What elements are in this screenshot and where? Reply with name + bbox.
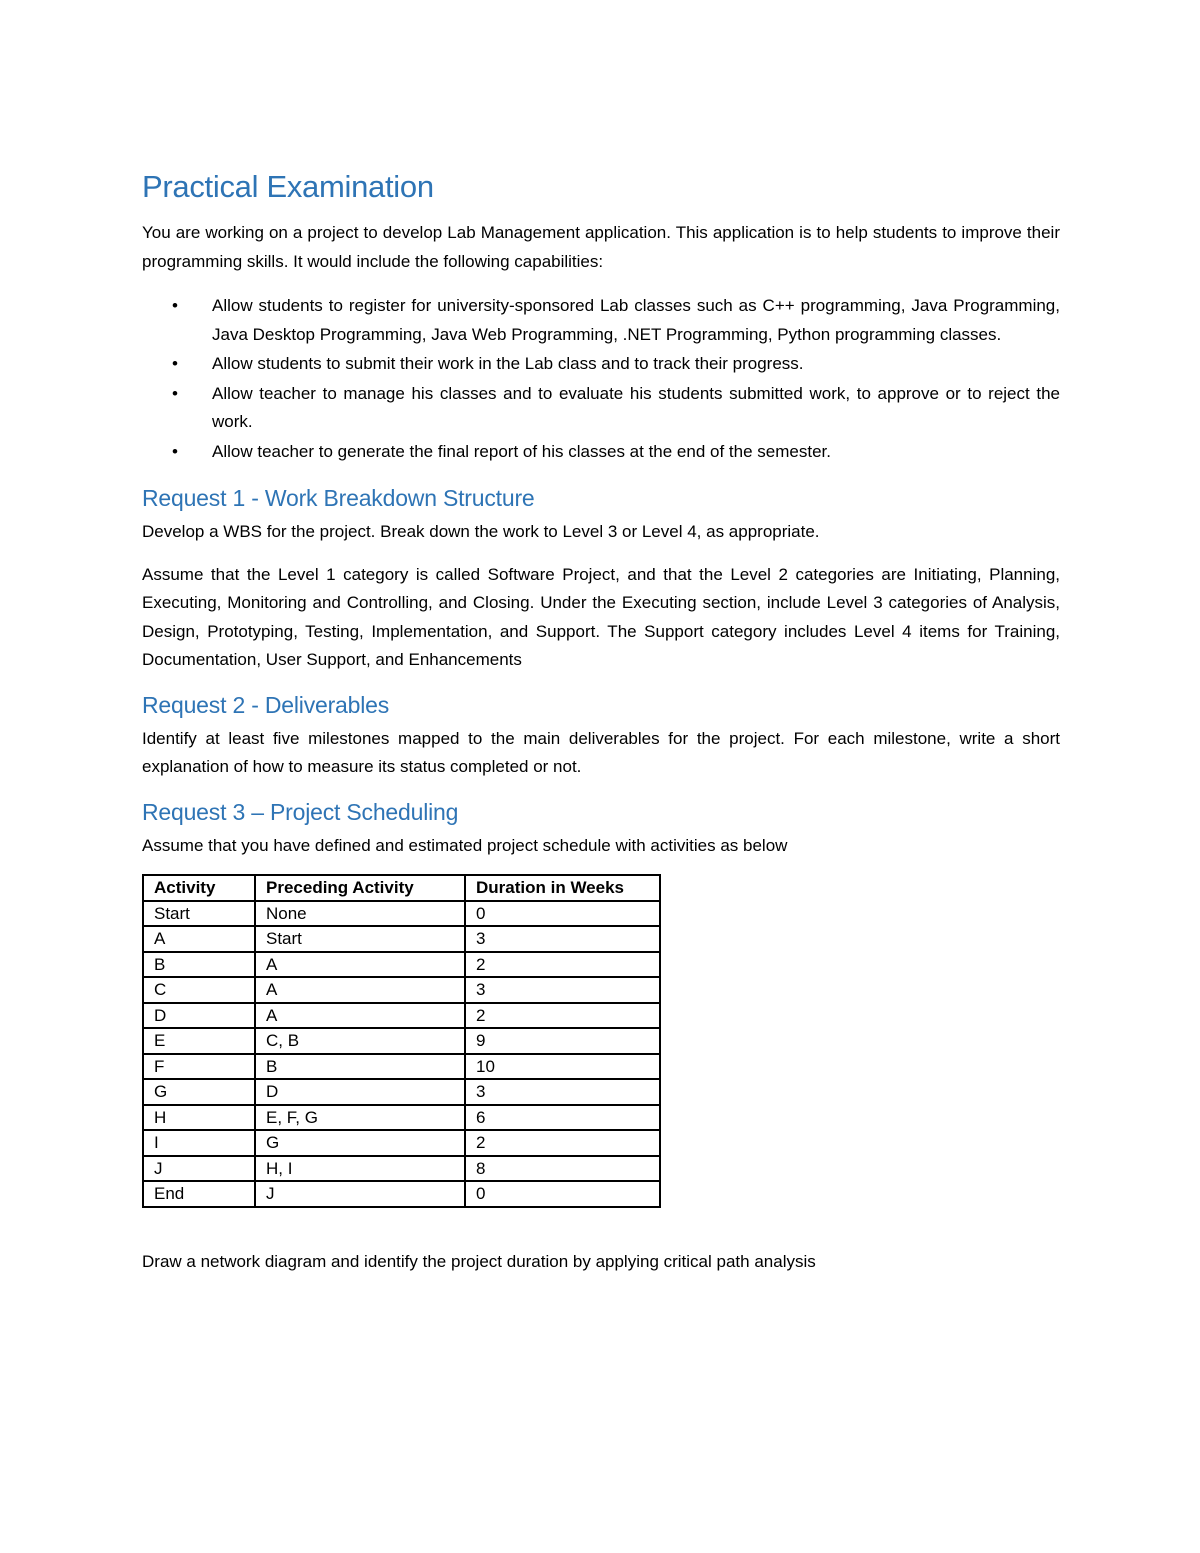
table-cell: G bbox=[143, 1079, 255, 1105]
table-header-row bbox=[143, 875, 660, 901]
table-cell: 8 bbox=[465, 1156, 660, 1182]
table-cell: 3 bbox=[465, 977, 660, 1003]
bullet-icon: • bbox=[172, 441, 178, 461]
table-row bbox=[143, 1054, 660, 1080]
table-cell: H, I bbox=[255, 1156, 465, 1182]
table-row bbox=[143, 1181, 660, 1207]
table-cell: 0 bbox=[465, 901, 660, 927]
table-cell: C bbox=[143, 977, 255, 1003]
capabilities-list bbox=[142, 292, 1060, 466]
page-title: Practical Examination bbox=[142, 169, 434, 204]
table-cell: 0 bbox=[465, 1181, 660, 1207]
table-cell: 10 bbox=[465, 1054, 660, 1080]
request-3-closing-paragraph: Draw a network diagram and identify the project duration by applying critical path analysis bbox=[142, 1251, 816, 1271]
table-cell: B bbox=[143, 952, 255, 978]
table-cell: End bbox=[143, 1181, 255, 1207]
request-3-paragraph-1: Assume that you have defined and estimated project schedule with activities as below bbox=[142, 835, 788, 855]
request-1-heading: Request 1 - Work Breakdown Structure bbox=[142, 485, 535, 511]
bullet-icon: • bbox=[172, 354, 178, 373]
table-row bbox=[143, 1156, 660, 1182]
list-item bbox=[142, 292, 1060, 349]
list-item-text: Allow teacher to generate the final report of his classes at the end of the semester. bbox=[212, 441, 831, 461]
bullet-icon: • bbox=[172, 296, 178, 315]
table-row bbox=[143, 1079, 660, 1105]
table-row bbox=[143, 1028, 660, 1054]
schedule-table bbox=[142, 874, 661, 1208]
list-item bbox=[142, 438, 1060, 467]
table-row bbox=[143, 1130, 660, 1156]
table-row bbox=[143, 901, 660, 927]
table-cell: A bbox=[255, 977, 465, 1003]
request-1-paragraph-2: Assume that the Level 1 category is called Software Project, and that the Level 2 categories are Initiating, Planning, Executing, Monitoring and Controlling, and Closing. Under the Executing section, include Level 3 categories of Analysis, Design, Prototyping, Testing, Implementation, and Support. The Support category includes Level 4 items for Training, Documentation, User Support, and Enhancements bbox=[142, 564, 1060, 669]
request-2-heading: Request 2 - Deliverables bbox=[142, 691, 390, 718]
list-item-text: Allow students to submit their work in the Lab class and to track their progress. bbox=[212, 354, 804, 373]
table-cell: D bbox=[255, 1079, 465, 1105]
table-cell: D bbox=[143, 1003, 255, 1029]
table-cell: 2 bbox=[465, 1130, 660, 1156]
request-3-heading: Request 3 – Project Scheduling bbox=[142, 798, 459, 825]
table-cell: A bbox=[255, 1003, 465, 1029]
list-item-text: Allow teacher to manage his classes and to evaluate his students submitted work, to approve or to reject the work. bbox=[212, 383, 1060, 431]
table-cell: Start bbox=[255, 926, 465, 952]
table-cell: A bbox=[143, 926, 255, 952]
table-row bbox=[143, 926, 660, 952]
table-cell: 9 bbox=[465, 1028, 660, 1054]
intro-paragraph: You are working on a project to develop Lab Management application. This application is to help students to improve their programming skills. It would include the following capabilities: bbox=[142, 223, 1060, 271]
table-cell: 2 bbox=[465, 1003, 660, 1029]
request-3-section bbox=[142, 796, 1060, 1277]
table-cell: Start bbox=[143, 901, 255, 927]
table-cell: E, F, G bbox=[255, 1105, 465, 1131]
table-cell: J bbox=[255, 1181, 465, 1207]
table-row bbox=[143, 977, 660, 1003]
column-header-activity: Activity bbox=[143, 875, 255, 901]
table-row bbox=[143, 1003, 660, 1029]
column-header-preceding-activity: Preceding Activity bbox=[255, 875, 465, 901]
request-2-paragraph-1: Identify at least five milestones mapped to the main deliverables for the project. For each milestone, write a short explanation of how to measure its status completed or not. bbox=[142, 728, 1060, 776]
column-header-duration: Duration in Weeks bbox=[465, 875, 660, 901]
list-item bbox=[142, 380, 1060, 437]
table-cell: F bbox=[143, 1054, 255, 1080]
table-cell: E bbox=[143, 1028, 255, 1054]
table-cell: 3 bbox=[465, 1079, 660, 1105]
list-item bbox=[142, 350, 1060, 379]
table-cell: 2 bbox=[465, 952, 660, 978]
table-cell: 3 bbox=[465, 926, 660, 952]
table-cell: None bbox=[255, 901, 465, 927]
request-2-section bbox=[142, 689, 1060, 782]
table-cell: I bbox=[143, 1130, 255, 1156]
bullet-icon: • bbox=[172, 383, 178, 403]
list-item-text: Allow students to register for university-sponsored Lab classes such as C++ programming, Java Programming, Java Desktop Programming, Java Web Programming, .NET Programming, Python programming classes. bbox=[212, 296, 1060, 344]
table-row bbox=[143, 1105, 660, 1131]
table-cell: B bbox=[255, 1054, 465, 1080]
table-cell: H bbox=[143, 1105, 255, 1131]
document-content bbox=[142, 165, 1060, 1276]
request-1-paragraph-1: Develop a WBS for the project. Break down the work to Level 3 or Level 4, as appropriate. bbox=[142, 522, 820, 541]
table-row bbox=[143, 952, 660, 978]
table-cell: J bbox=[143, 1156, 255, 1182]
table-cell: A bbox=[255, 952, 465, 978]
table-cell: C, B bbox=[255, 1028, 465, 1054]
request-1-section bbox=[142, 482, 1060, 675]
table-cell: 6 bbox=[465, 1105, 660, 1131]
table-cell: G bbox=[255, 1130, 465, 1156]
